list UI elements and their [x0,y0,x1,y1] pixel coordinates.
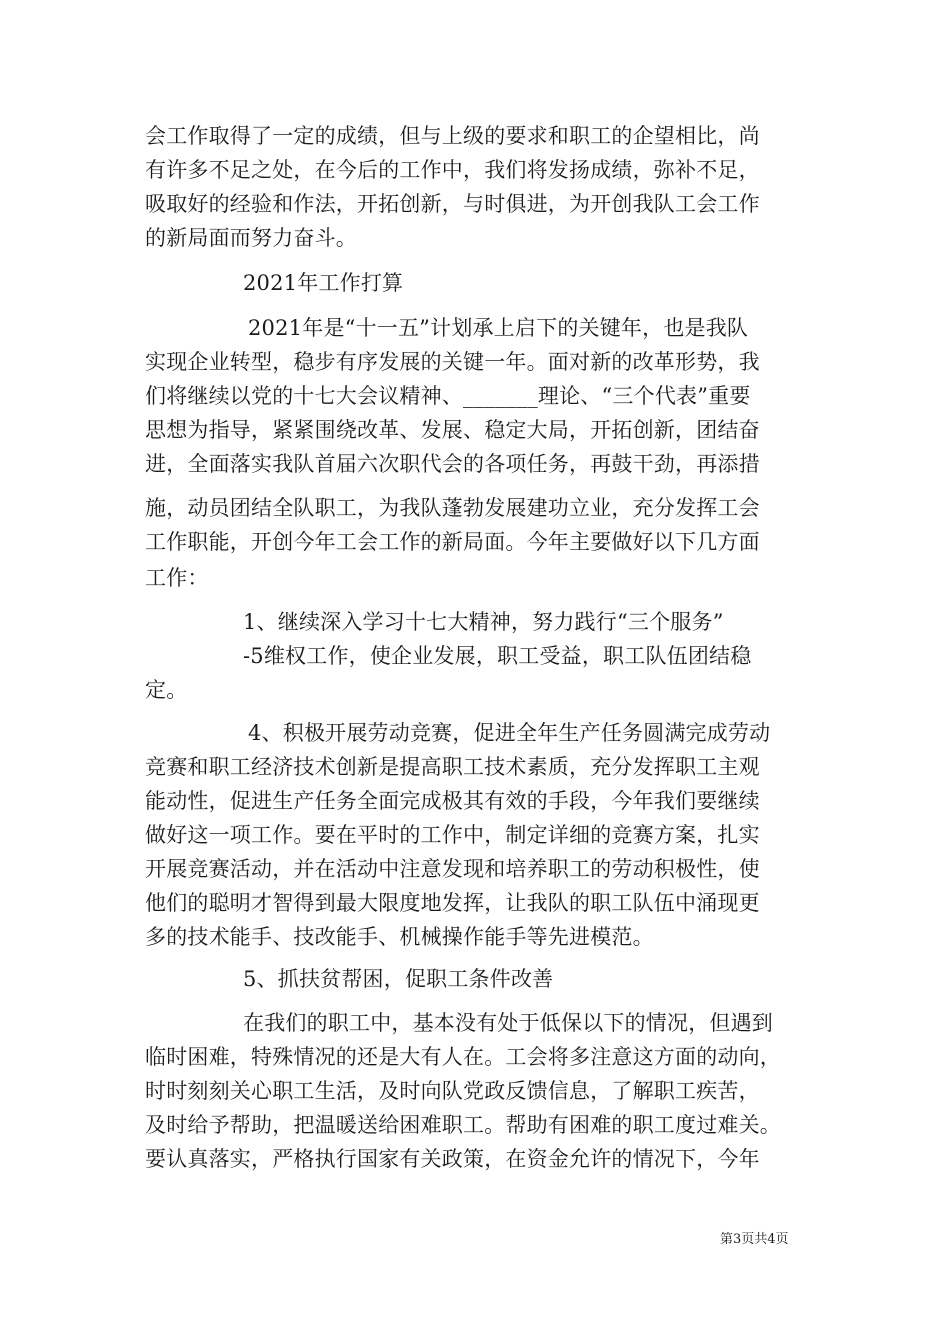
text-line: 们将继续以党的十七大会议精神、_______理论、“三个代表”重要 [145,384,751,408]
text-line: 吸取好的经验和作法，开拓创新，与时俱进，为开创我队工会工作 [145,192,760,216]
text-line: 施，动员团结全队职工，为我队蓬勃发展建功立业，充分发挥工会 [145,496,760,520]
list-item-heading: 5、抓扶贫帮困，促职工条件改善 [243,967,554,991]
paragraph-first-line: -5维权工作，使企业发展，职工受益，职工队伍团结稳 [243,644,752,668]
paragraph-first-line: 在我们的职工中，基本没有处于低保以下的情况，但遇到 [243,1011,773,1035]
text-line: 会工作取得了一定的成绩，但与上级的要求和职工的企望相比，尚 [145,124,760,148]
text-line: 有许多不足之处，在今后的工作中，我们将发扬成绩，弥补不足， [145,158,760,182]
text-line: 定。 [145,678,188,702]
text-line: 实现企业转型，稳步有序发展的关键一年。面对新的改革形势，我 [145,350,760,374]
text-line: 要认真落实，严格执行国家有关政策，在资金允许的情况下，今年 [145,1147,760,1171]
list-item-heading: 4、积极开展劳动竞赛，促进全年生产任务圆满完成劳动 [248,721,771,745]
text-line: 时时刻刻关心职工生活，及时向队党政反馈信息，了解职工疾苦， [145,1079,760,1103]
text-line: 进，全面落实我队首届六次职代会的各项任务，再鼓干劲，再添措 [145,452,760,476]
text-line: 他们的聪明才智得到最大限度地发挥，让我队的职工队伍中涌现更 [145,891,760,915]
text-line: 的新局面而努力奋斗。 [145,226,357,250]
section-heading: 2021年工作打算 [243,271,404,295]
list-item-heading: 1、继续深入学习十七大精神，努力践行“三个服务” [243,610,724,634]
text-line: 做好这一项工作。要在平时的工作中，制定详细的竞赛方案，扎实 [145,823,760,847]
text-line: 临时困难，特殊情况的还是大有人在。工会将多注意这方面的动向， [145,1045,781,1069]
text-line: 思想为指导，紧紧围绕改革、发展、稳定大局，开拓创新，团结奋 [145,418,760,442]
text-line: 工作职能，开创今年工会工作的新局面。今年主要做好以下几方面 [145,530,760,554]
paragraph-first-line: 2021年是“十一五”计划承上启下的关键年，也是我队 [248,316,749,340]
text-line: 及时给予帮助，把温暖送给困难职工。帮助有困难的职工度过难关。 [145,1113,781,1137]
text-line: 工作： [145,566,209,590]
page-number: 第3页共4页 [720,1232,789,1247]
text-line: 能动性，促进生产任务全面完成极其有效的手段，今年我们要继续 [145,789,760,813]
text-line: 开展竞赛活动，并在活动中注意发现和培养职工的劳动积极性，使 [145,857,760,881]
text-line: 多的技术能手、技改能手、机械操作能手等先进模范。 [145,925,654,949]
text-line: 竞赛和职工经济技术创新是提高职工技术素质，充分发挥职工主观 [145,755,760,779]
